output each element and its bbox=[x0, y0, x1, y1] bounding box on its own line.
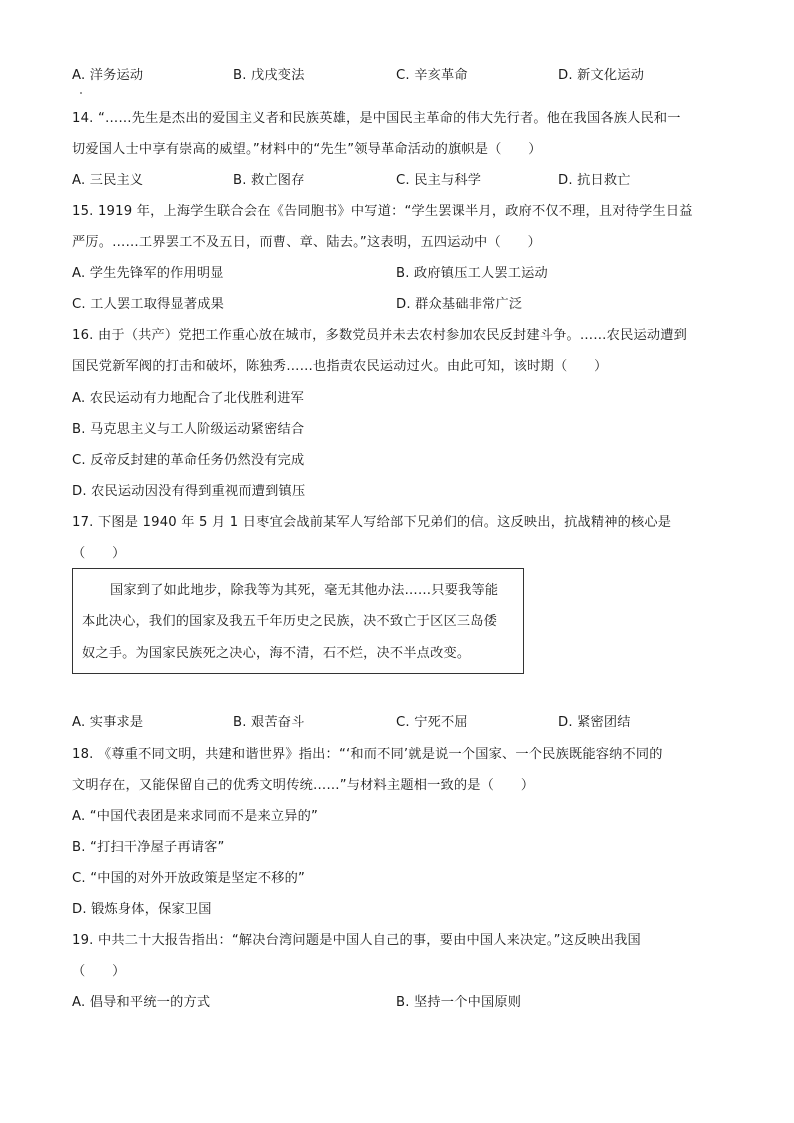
q14-option-d: D. 抗日救亡 bbox=[558, 173, 631, 188]
q16-option-c: C. 反帝反封建的革命任务仍然没有完成 bbox=[72, 453, 305, 468]
q18-option-b: B. “打扫干净屋子再请客” bbox=[72, 840, 225, 855]
q14-stem-line2: 切爱国人士中享有崇高的威望。”材料中的“先生”领导革命活动的旗帜是（ ） bbox=[72, 142, 542, 157]
q16-option-a: A. 农民运动有力地配合了北伐胜利进军 bbox=[72, 391, 304, 406]
q18-stem-line1: 18. 《尊重不同文明，共建和谐世界》指出：“‘和而不同’就是说一个国家、一个民族既能容纳不同的 bbox=[72, 747, 663, 762]
q14-stem-line1: 14. “……先生是杰出的爱国主义者和民族英雄，是中国民主革命的伟大先行者。他在我国各族人民和一 bbox=[72, 111, 681, 126]
q18-stem-line2: 文明存在，又能保留自己的优秀文明传统……”与材料主题相一致的是（ ） bbox=[72, 778, 535, 793]
q19-stem-line1: 19. 中共二十大报告指出：“解决台湾问题是中国人自己的事，要由中国人来决定。”这反映出我国 bbox=[72, 933, 641, 948]
q13-option-a: A. 洋务运动 bbox=[72, 68, 144, 83]
q19-stem-line2: （ ） bbox=[72, 964, 126, 979]
q15-option-d: D. 群众基础非常广泛 bbox=[396, 297, 523, 312]
q17-option-d: D. 紧密团结 bbox=[558, 715, 631, 730]
q16-stem-line1: 16. 由于（共产）党把工作重心放在城市，多数党员并未去农村参加农民反封建斗争。……农民运动遭到 bbox=[72, 328, 688, 343]
q17-quote-box bbox=[72, 568, 524, 674]
q17-stem-line2: （ ） bbox=[72, 546, 126, 561]
q17-stem-line1: 17. 下图是 1940 年 5 月 1 日枣宜会战前某军人写给部下兄弟们的信。这反映出，抗战精神的核心是 bbox=[72, 515, 672, 530]
q16-option-d: D. 农民运动因没有得到重视而遭到镇压 bbox=[72, 484, 306, 499]
q14-option-a: A. 三民主义 bbox=[72, 173, 144, 188]
q15-option-c: C. 工人罢工取得显著成果 bbox=[72, 297, 225, 312]
q18-option-a: A. “中国代表团是来求同而不是来立异的” bbox=[72, 809, 319, 824]
q14-option-b: B. 救亡图存 bbox=[233, 173, 305, 188]
q17-quote-line1: 国家到了如此地步，除我等为其死，毫无其他办法……只要我等能 bbox=[110, 583, 499, 598]
q17-option-a: A. 实事求是 bbox=[72, 715, 144, 730]
q19-option-a: A. 倡导和平统一的方式 bbox=[72, 995, 211, 1010]
q18-option-c: C. “中国的对外开放政策是坚定不移的” bbox=[72, 871, 306, 886]
q17-quote-line2: 本此决心，我们的国家及我五千年历史之民族，决不致亡于区区三岛倭 bbox=[82, 614, 498, 629]
q15-stem-line1: 15. 1919 年，上海学生联合会在《告同胞书》中写道：“学生罢课半月，政府不仅不理，且对待学生日益 bbox=[72, 204, 693, 219]
q13-option-c: C. 辛亥革命 bbox=[396, 68, 468, 83]
q18-option-d: D. 锻炼身体，保家卫国 bbox=[72, 902, 212, 917]
q15-option-a: A. 学生先锋军的作用明显 bbox=[72, 266, 224, 281]
stray-dot-mark bbox=[80, 92, 82, 94]
q13-option-d: D. 新文化运动 bbox=[558, 68, 645, 83]
q16-option-b: B. 马克思主义与工人阶级运动紧密结合 bbox=[72, 422, 305, 437]
q17-option-b: B. 艰苦奋斗 bbox=[233, 715, 305, 730]
q16-stem-line2: 国民党新军阀的打击和破坏，陈独秀……也指责农民运动过火。由此可知，该时期（ ） bbox=[72, 359, 608, 374]
q14-option-c: C. 民主与科学 bbox=[396, 173, 482, 188]
q17-option-c: C. 宁死不屈 bbox=[396, 715, 468, 730]
q15-option-b: B. 政府镇压工人罢工运动 bbox=[396, 266, 548, 281]
q19-option-b: B. 坚持一个中国原则 bbox=[396, 995, 522, 1010]
q17-quote-line3: 奴之手。为国家民族死之决心，海不清，石不烂，决不半点改变。 bbox=[82, 646, 471, 661]
q13-option-b: B. 戊戌变法 bbox=[233, 68, 305, 83]
q15-stem-line2: 严厉。……工界罢工不及五日，而曹、章、陆去。”这表明，五四运动中（ ） bbox=[72, 235, 541, 250]
